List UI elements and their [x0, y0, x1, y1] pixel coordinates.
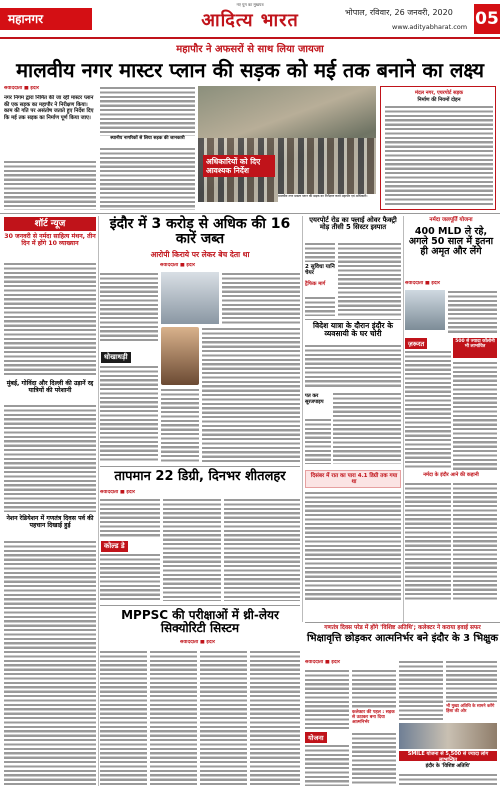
narmada-box [453, 338, 497, 358]
mppsc-body-4 [250, 650, 300, 786]
car-byline-wrap [160, 263, 300, 271]
december-temp-text: दिसंबर में रात का पारा 4.1 डिग्री तक गया था [310, 473, 398, 486]
car-byline: संवाददाता ■ इंदौर [160, 263, 195, 268]
bottom-byline-wrap [305, 660, 365, 668]
narmada-tag: ज़रूरत [405, 338, 427, 349]
car-story-body-4 [202, 327, 300, 463]
mppsc-byline-wrap [180, 640, 300, 648]
lead-photo-caption: मालवीय नगर मास्टर प्लान की सड़क का निरीक्षण करते महापौर एवं अधिकारी। [278, 194, 376, 210]
lead-photo [198, 86, 376, 202]
narmada-box-text: 500 से ज्यादा कॉलोनी भी लाभांवित [455, 339, 495, 349]
side-box-subtitle: निर्माण की नियमों दोहन [417, 97, 461, 103]
left-story-3-head: नेशन रेडियेशन में गणतंत्र दिवस पर्व की पहचान दिखाई हुई [6, 515, 94, 529]
temp-body-3 [163, 498, 221, 601]
header-divider [0, 37, 500, 39]
theft-body-1 [305, 344, 401, 389]
lead-photo-caption-box: अधिकारियों को दिए आवश्यक निर्देश [203, 155, 275, 177]
bottom-body-2 [305, 744, 349, 786]
december-temp-box [305, 470, 401, 488]
theft-head: विदेश यात्रा के दौरान इंदौर के व्यवसायी के घर चोरी [313, 321, 393, 338]
bottom-body-3 [352, 669, 396, 709]
theft-body-2 [333, 392, 401, 464]
column-divider-left [98, 216, 99, 786]
lead-byline: संवाददाता ■ इंदौर [4, 86, 39, 91]
airport-body-1 [305, 242, 335, 262]
bottom-body-1 [305, 669, 349, 729]
bottom-body-6 [446, 660, 497, 702]
center-divider-2 [100, 605, 300, 606]
car-story-sub: आरोपी किराये पर लेकर बेच देता था [150, 250, 250, 259]
car-story-body-1 [100, 272, 158, 342]
right-divider-1 [305, 319, 401, 320]
mppsc-body-3 [200, 650, 247, 786]
logo-name: आदित्य भारत [201, 10, 299, 31]
lead-body-col-2 [100, 86, 195, 136]
bottom-sub-head-2: भी मुख्य अतिथि के सामने करेंगे हिंसा की ओर [446, 703, 495, 713]
masthead-logo [190, 2, 310, 34]
airport-body-3 [338, 242, 401, 316]
bottom-kicker: गणतंत्र दिवस परेड में होंगे 'विशिष्ट अतिथि'; कलेक्टर ने कराया हवाई सफर [324, 625, 481, 631]
temp-byline: संवाददाता ■ इंदौर [100, 490, 135, 495]
airport-body-2 [305, 296, 335, 316]
bottom-sub-head: कलेक्टर की पहल : सड़क से उठाकर बना दिया आत्मनिर्भर [352, 710, 395, 725]
narmada-body-3 [453, 361, 497, 470]
left-story-2-body [4, 404, 96, 512]
bottom-body-5 [399, 660, 443, 720]
smile-box-text: SMILE योजना से 5,500 से ज्यादा लोग लाभान्वित [407, 751, 489, 763]
car-story-tag: धोखाधड़ी [101, 352, 131, 363]
car-photo-1 [161, 272, 219, 324]
date-line: भोपाल, रविवार, 26 जनवरी, 2020 [345, 8, 453, 17]
car-story-body-3 [222, 272, 300, 324]
lead-body-col-1 [4, 160, 96, 210]
bottom-head: भिक्षावृत्ति छोड़कर आत्मनिर्भर बने इंदौर के 3 भिक्षुक [306, 633, 499, 644]
stats-head: इंदौर के 'विशिष्ट अतिथि' [425, 763, 471, 769]
left-story-1-body [4, 262, 96, 377]
column-divider-center [302, 216, 303, 622]
center-divider-1 [100, 466, 300, 467]
cold-day-tag: कोल्ड डे [101, 541, 128, 552]
lead-side-heading: स्थानीय नागरिकों से लिया सड़क की जानकारी [110, 136, 185, 141]
column-divider-right [403, 216, 404, 622]
website-link[interactable]: www.adityabharat.com [392, 23, 468, 31]
accused-photo [161, 327, 199, 385]
bottom-divider [305, 622, 500, 623]
car-story-head: इंदौर में 3 करोड़ से अधिक की 16 कारें जब्त [109, 216, 291, 247]
narmada-kicker: नर्मदा जलपूर्ति योजना [429, 217, 473, 223]
narmada-sub-head: नर्मदा के इंदौर आने की कहानी [423, 472, 479, 478]
lead-kicker: महापौर ने अफसरों से साथ लिया जायजा [176, 44, 324, 55]
temp-body-1 [100, 498, 160, 538]
narmada-body-2 [405, 350, 451, 470]
lead-intro-text: नगर निगम द्वारा निर्मित की जा रही मास्टर प्लान की एक सड़क का महापौर ने निरीक्षण किया। काम की गति पर असंतोष जताते हुए निर्देश दिए कि मई तक सड़क का निर्माण पूर्ण किया जाए। [4, 95, 94, 121]
narmada-head: 400 MLD ले रहे, अगले 50 साल में इतना ही अमृत और लेंगे [408, 226, 494, 257]
smile-box [399, 751, 497, 761]
narmada-byline: संवाददाता ■ इंदौर [405, 281, 440, 286]
narmada-photo [405, 290, 445, 330]
lead-headline: मालवीय नगर मास्टर प्लान की सड़क को मई तक बनाने का लक्ष्य [16, 58, 484, 82]
mppsc-body-1 [100, 650, 147, 786]
mppsc-byline: संवाददाता ■ इंदौर [180, 640, 215, 645]
narmada-body-1 [448, 290, 497, 335]
december-temp-body [305, 491, 401, 601]
airport-head: एयरपोर्ट रोड का फ्लाई ओवर फैक्ट्री मोड़ तीसी 5 सिस्टर इस्पात [309, 216, 397, 232]
stats-body [399, 773, 497, 786]
section-divider-1 [0, 213, 500, 214]
bottom-body-4 [352, 732, 396, 786]
page-number: 05 [474, 4, 500, 34]
left-story-2-head: मुंबई, गोविंदा और दिल्ली की उड़ानें रद्द यात्रियों की परेशानी [6, 380, 94, 394]
narmada-body-4 [405, 482, 451, 601]
lead-body-col-3 [100, 147, 195, 210]
left-story-3-body [4, 540, 96, 785]
section-label: महानगर [0, 8, 92, 30]
lead-side-box [380, 86, 496, 210]
narmada-byline-wrap [405, 281, 497, 289]
airport-tag: 2 सुविधा यानि चेयर [305, 264, 335, 277]
airport-tag-2: ट्रैफिक मार्ग [305, 281, 326, 287]
theft-tag: पत कर सूरजपाइप [305, 393, 324, 405]
page-header [0, 0, 500, 38]
side-box-body [385, 105, 493, 207]
mppsc-body-2 [150, 650, 197, 786]
theft-body-3 [305, 418, 331, 464]
car-story-body-5 [161, 388, 199, 463]
short-news-tab: शॉर्ट न्यूज [4, 217, 96, 231]
temp-body-4 [224, 498, 300, 601]
lead-byline-wrap [4, 86, 96, 94]
narmada-body-5 [453, 482, 497, 601]
smile-photo [399, 723, 497, 749]
temperature-head: तापमान 22 डिग्री, दिनभर शीतलहर [114, 469, 286, 484]
logo-tagline: नए युग का मुखपत्र [236, 2, 264, 7]
car-story-body-2 [100, 365, 158, 463]
temp-body-2 [100, 553, 160, 601]
left-story-1-head: 30 जनवरी से नर्मदा साहित्य मंथन, तीन दिन में होंगे 10 व्याख्यान [4, 233, 96, 247]
side-box-title: मंदल नगर, एयरपोर्ट सड़क [414, 90, 464, 96]
mppsc-head: MPPSC की परीक्षाओं में थ्री-लेयर सिक्योरिटी सिस्टम [121, 608, 279, 635]
bottom-byline: संवाददाता ■ इंदौर [305, 660, 340, 665]
bottom-tag: योजना [305, 732, 327, 743]
temp-byline-wrap [100, 490, 200, 498]
